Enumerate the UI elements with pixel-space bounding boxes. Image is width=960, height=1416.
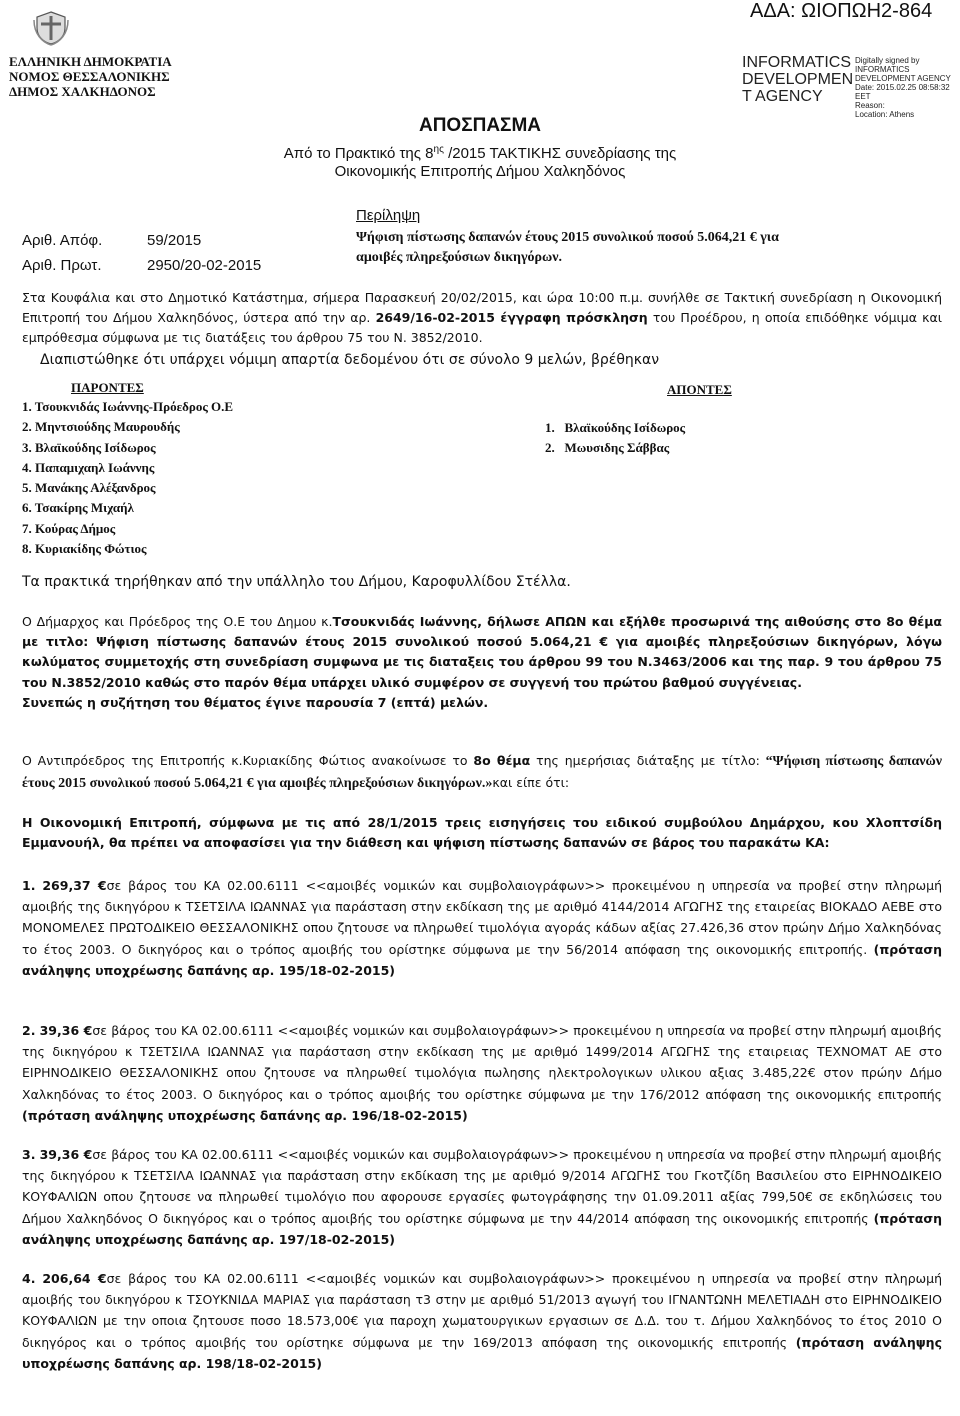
signature-detail-line: Reason: bbox=[855, 101, 885, 110]
topic-title: “Ψήφιση πίστωσης δαπανών έτους 2015 συνολικού ποσού 5.064,21 € για αμοιβές πληρεξούσιων δικηγόρων.» bbox=[22, 754, 942, 791]
present-member: 3. Βλαϊκούδης Ισίδωρος bbox=[22, 439, 156, 455]
absent-members bbox=[545, 418, 685, 458]
item-text: σε βάρος του ΚΑ 02.00.6111 <<αμοιβές νομικών και συμβολαιογράφων>> προκειμένου η υπηρεσία να προβεί στην πληρωμή αμοιβής της δικηγόρου κ ΤΣΕΤΣΙΛΑ ΙΩΑΝΝΑΣ για παράσταση στην εκδίκαση της με αριθμό 1499/2014 ΑΓΩΓΗΣ της εταιρειας ΤΕΧΝΟΜΑΤ ΑΕ στο ΕΙΡΗΝΟΔΙΚΕΙΟ ΘΕΣΣΑΛΟΝΙΚΗΣ οπου ζητουσε να πληρωθεί τιμολόγια πωλησης ηλεκτρολογικων υλικου αξιας 3.485,22€ στον πρώην Δήμο Χαλκηδόνας το έτος 2003. Ο δικηγόρος και ο τρόπος αμοιβής του ορίστηκε σύμφωνα με την 176/2012 απόφαση της οικονομικής επιτροπής bbox=[22, 1023, 942, 1102]
mayor-paragraph bbox=[22, 612, 942, 713]
intro-text: του bbox=[647, 310, 676, 325]
greek-emblem-icon bbox=[32, 10, 70, 46]
signature-org-line: DEVELOPMEN bbox=[742, 71, 854, 88]
item-amount: 206,64 € bbox=[42, 1271, 107, 1286]
document-title: ΑΠΟΣΠΑΣΜΑ bbox=[418, 115, 541, 136]
present-member: 6. Τσακίρης Μιχαήλ bbox=[22, 500, 134, 516]
mayor-continuation: Συνεπώς η συζήτηση του θέματος έγινε παρουσία 7 (επτά) μελών. bbox=[22, 694, 489, 710]
item-proposal: (πρόταση ανάληψης υποχρέωσης δαπάνης αρ. 197/18-02-2015) bbox=[22, 1210, 942, 1247]
present-member: 1. Τσουκνιδάς Ιωάννης-Πρόεδρος Ο.Ε bbox=[22, 399, 234, 414]
document-subtitle bbox=[0, 144, 960, 162]
absent-member: 1. Βλαϊκούδης Ισίδωρος bbox=[545, 420, 686, 435]
item-number: 3. bbox=[22, 1147, 36, 1162]
signature-details bbox=[855, 56, 951, 119]
decision-number: 59/2015 bbox=[147, 232, 202, 249]
present-member: 2. Μηντσιούδης Μαυρουδής bbox=[22, 419, 180, 435]
intro-paragraph bbox=[22, 288, 942, 348]
reference-block bbox=[22, 228, 261, 278]
rapporteur-paragraph bbox=[22, 750, 942, 794]
signature-detail-line: INFORMATICS bbox=[855, 65, 910, 74]
signature-detail-line: EET bbox=[855, 92, 871, 101]
item-amount: 269,37 € bbox=[42, 878, 107, 893]
expense-item bbox=[22, 1020, 942, 1126]
item-text: σε βάρος του ΚΑ 02.00.6111 <<αμοιβές νομικών και συμβολαιογράφων>> προκειμένου η υπηρεσία να προβεί στην πληρωμή αμοιβής του δικηγόρου κ ΤΣΟΥΚΝΙΔΑ ΜΑΡΙΑΣ για παράσταση τ3 στην με αριθμό 51/2013 αγωγή του ΙΓΝΑΝΤΩΝΗ ΜΕΛΕΤΙΑΔΗ στο ΕΙΡΗΝΟΔΙΚΕΙΟ ΚΟΥΦΑΛΙΩΝ με την οποια ζητουσε ποσο 18.573,00€ για παροχη χωματουργικων εργασιων σε Δ.Δ. του τ. Δήμου Χαλκηδόνος το έτος 2010 Ο δικηγόρος και ο τρόπος αμοιβής του ορίστηκε σύμφωνα με την 169/2013 απόφαση της οικονομικής επιτροπής bbox=[22, 1271, 942, 1350]
present-list bbox=[57, 378, 144, 398]
item-number: 1. bbox=[22, 878, 36, 893]
org-line: ΕΛΛΗΝΙΚΗ ΔΗΜΟΚΡΑΤΙΑ bbox=[9, 54, 172, 69]
org-line: ΝΟΜΟΣ ΘΕΣΣΑΛΟΝΙΚΗΣ bbox=[9, 69, 170, 84]
present-member: 8. Κυριακίδης Φώτιος bbox=[22, 541, 147, 557]
absent-heading bbox=[667, 380, 732, 400]
absent-member: 2. Μωυσιδης Σάββας bbox=[545, 440, 670, 455]
summary-line: Ψήφιση πίστωσης δαπανών έτους 2015 συνολικού ποσού 5.064,21 € για bbox=[356, 230, 779, 245]
ada-code: ΑΔΑ: ΩΙΟΠΩΗ2-864 bbox=[750, 0, 933, 22]
digital-signature bbox=[742, 54, 960, 120]
intro-text: Προέδρου, η οποία επιδόθηκε νόμιμα και εμπρόθεσμα σύμφωνα με τις διατάξεις του άρθρου 75 του Ν. 3852/2010. bbox=[22, 310, 942, 345]
signature-detail-line: Location: Athens bbox=[855, 110, 915, 119]
rapporteur-text: της ημερήσιας διάταξης με τίτλο: bbox=[530, 753, 766, 768]
organization-header bbox=[9, 54, 172, 99]
item-amount: 39,36 € bbox=[39, 1147, 93, 1162]
item-text: σε βάρος του ΚΑ 02.00.6111 <<αμοιβές νομικών και συμβολαιογράφων>> προκειμένου η υπηρεσία να προβεί στην πληρωμή αμοιβής της δικηγόρου κ ΤΣΕΤΣΙΛΑ ΙΩΑΝΝΑΣ για παράσταση στην εκδίκαση της με αριθμό 4144/2014 ΑΓΩΓΗΣ της εταιρείας ΒΙΟΚΑΔΟ ΑΕΒΕ στο ΜΟΝΟΜΕΛΕΣ ΠΡΩΤΟΔΙΚΕΙΟ ΘΕΣΣΑΛΟΝΙΚΗΣ οπου ζητουσε να πληρωθεί τιμολόγια αγοράς κάδων αξίας 27.426,36 στον πρώην Δήμο Χαλκηδόνας το έτος 2003. Ο δικηγόρος και ο τρόπος αμοιβής του ορίστηκε σύμφωνα με την 56/2014 απόφαση της οικονομικής επιτροπής. bbox=[22, 878, 942, 957]
signature-org bbox=[742, 54, 853, 105]
present-member: 7. Κούρας Δήμος bbox=[22, 520, 116, 536]
decision-label: Αριθ. Απόφ. bbox=[22, 232, 103, 249]
committee-statement: Η Οικονομική Επιτροπή, σύμφωνα με τις από 28/1/2015 τρεις εισηγήσεις του ειδικού συμβούλου Δημάρχου, κου Χλοπτσίδη Εμμανουήλ, θα πρέπει να αποφασίσει για την διάθεση και ψήφιση πίστωσης δαπανών σε βάρος του παρακάτω ΚΑ: bbox=[22, 815, 942, 851]
expense-item bbox=[22, 1268, 942, 1374]
present-member: 5. Μανάκης Αλέξανδρος bbox=[22, 480, 156, 496]
item-proposal: (πρόταση ανάληψης υποχρέωσης δαπάνης αρ. 195/18-02-2015) bbox=[22, 941, 942, 978]
item-proposal: (πρόταση ανάληψης υποχρέωσης δαπάνης αρ. 198/18-02-2015) bbox=[22, 1334, 942, 1371]
signature-detail-line: Digitally signed by bbox=[855, 56, 920, 65]
expense-item bbox=[22, 875, 942, 981]
item-number: 2. bbox=[22, 1023, 36, 1038]
item-proposal: (πρόταση ανάληψης υποχρέωσης δαπάνης αρ. 196/18-02-2015) bbox=[22, 1107, 468, 1123]
summary-block bbox=[356, 207, 926, 268]
expense-item bbox=[22, 1144, 942, 1250]
present-heading: ΠΑΡΟΝΤΕΣ bbox=[71, 380, 144, 395]
topic-number: 8ο θέμα bbox=[473, 753, 531, 768]
rapporteur-text: Ο Αντιπρόεδρος της Επιτροπής κ.Κυριακίδης Φώτιος ανακοίνωσε το bbox=[22, 753, 474, 768]
intro-text: Στα Κουφάλια και στο Δημοτικό Κατάστημα, σήμερα Παρασκευή 20/02/2015, και ώρα 10:00 π.μ. συνήλθε σε Τακτική bbox=[22, 290, 775, 305]
protocol-label: Αριθ. Πρωτ. bbox=[22, 257, 102, 274]
signature-org-line: T AGENCY bbox=[742, 88, 823, 105]
item-text: σε βάρος του ΚΑ 02.00.6111 <<αμοιβές νομικών και συμβολαιογράφων>> προκειμένου η υπηρεσία να προβεί στην πληρωμή αμοιβής της δικηγόρου κ ΤΣΕΤΣΙΛΑ ΙΩΑΝΝΑΣ για παράσταση στην εκδίκαση της με αριθμό 9/2014 ΑΓΩΓΗΣ του Γκοτζίδη Βασιλείου στο ΕΙΡΗΝΟΔΙΚΕΙΟ ΚΟΥΦΑΛΙΩΝ οπου ζητουσε να πληρωθεί τιμολόγιο που αφορουσε εργασίες φωτογράφησης την 01.09.2011 αξίας 799,50€ σε εκδηλώσεις του Δήμου Χαλκηδόνος Ο δικηγόρος και ο τρόπος αμοιβής του ορίστηκε σύμφωνα με την 44/2014 απόφαση της οικονομικής επιτροπής bbox=[22, 1147, 942, 1226]
intro-text: συνεδρίαση η Οικονομική Επιτροπή του Δήμου Χαλκηδόνος, ύστερα από την αρ. bbox=[22, 290, 942, 325]
present-members bbox=[22, 397, 233, 559]
item-amount: 39,36 € bbox=[39, 1023, 93, 1038]
mayor-text: Τσουκνιδάς Ιωάννης, δήλωσε ΑΠΩΝ και εξήλθε προσωρινά της αιθούσης στο 8ο θέμα με τιτλο: Ψήφιση πίστωσης δαπανών έτους 2015 συνολικού ποσού 5.064,21 € για αμοιβές πληρεξούσιων δικηγόρων, λόγω κωλύματος συμμετοχής στη συνεδρίαση συμφωνα με τις διαταξεις του άρθρου 99 του Ν.3463/2006 και της παρ. 9 του άρθρου 75 του Ν.3852/2010 καθώς στο παρόν θέμα υπάρχει υλικό συμφέρον σε συγγενή του πρώτου βαθμού συγγένειας. bbox=[22, 614, 942, 690]
signature-org-line: INFORMATICS bbox=[742, 54, 852, 71]
rapporteur-text: και είπε ότι: bbox=[492, 775, 570, 790]
summary-heading: Περίληψη bbox=[356, 207, 421, 224]
invitation-reference: 2649/16-02-2015 έγγραφη πρόσκληση bbox=[375, 310, 648, 325]
quorum-statement: Διαπιστώθηκε ότι υπάρχει νόμιμη απαρτία δεδομένου ότι σε σύνολο 9 μελών, βρέθηκαν bbox=[40, 352, 660, 368]
subtitle-text: /2015 ΤΑΚΤΙΚΗΣ συνεδρίασης της bbox=[443, 145, 677, 162]
summary-line: αμοιβές πληρεξούσιων δικηγόρων. bbox=[356, 250, 563, 265]
protocol-number: 2950/20-02-2015 bbox=[147, 257, 262, 274]
org-line: ΔΗΜΟΣ ΧΑΛΚΗΔΟΝΟΣ bbox=[9, 84, 156, 99]
present-member: 4. Παπαμιχαηλ Ιωάννης bbox=[22, 459, 155, 475]
absent-heading-text: ΑΠΟΝΤΕΣ bbox=[667, 382, 732, 397]
subtitle-superscript: ης bbox=[433, 144, 444, 155]
item-number: 4. bbox=[22, 1271, 36, 1286]
signature-detail-line: DEVELOPMENT AGENCY bbox=[855, 74, 951, 83]
mayor-lead: Ο Δήμαρχος και Πρόεδρος της Ο.Ε του Δημου κ. bbox=[22, 614, 333, 629]
signature-detail-line: Date: 2015.02.25 08:58:32 bbox=[855, 83, 950, 92]
minutes-keeper: Τα πρακτικά τηρήθηκαν από την υπάλληλο του Δήμου, Καροφυλλίδου Στέλλα. bbox=[22, 574, 571, 590]
document-subtitle: Οικονομικής Επιτροπής Δήμου Χαλκηδόνος bbox=[334, 163, 626, 180]
subtitle-text: Από το Πρακτικό της 8 bbox=[283, 145, 434, 162]
